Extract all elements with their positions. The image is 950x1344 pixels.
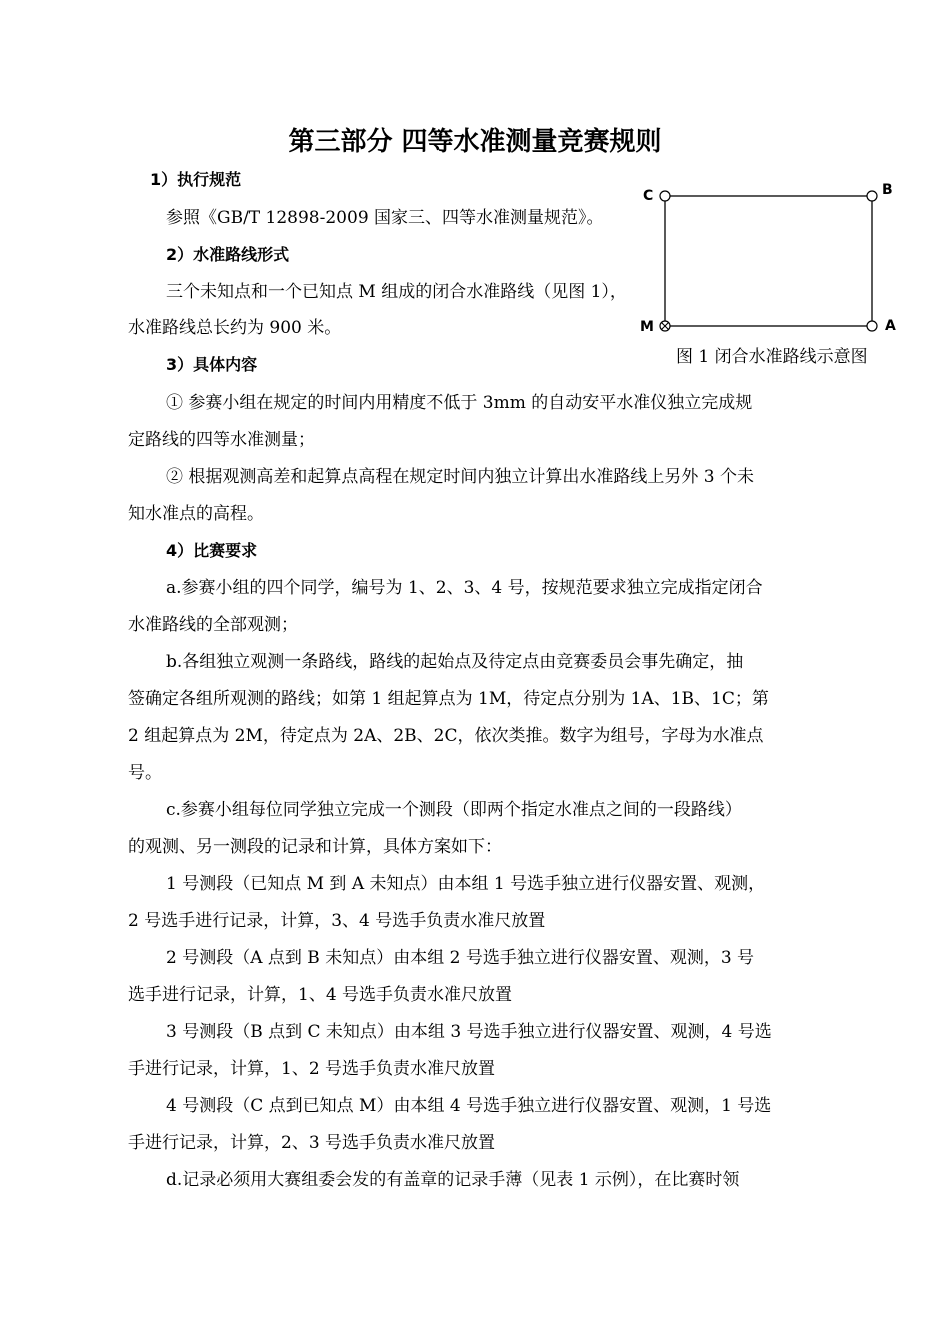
paragraph-line: ① 参赛小组在规定的时间内用精度不低于 3mm 的自动安平水准仪独立完成规 bbox=[166, 393, 753, 413]
point-a-marker bbox=[867, 321, 877, 331]
paragraph-line: 2 号选手进行记录，计算，3、4 号选手负责水准尺放置 bbox=[128, 911, 546, 931]
paragraph-line: 3 号测段（B 点到 C 未知点）由本组 3 号选手独立进行仪器安置、观测，4 号选 bbox=[166, 1022, 772, 1042]
paragraph-line: 号。 bbox=[128, 763, 162, 783]
paragraph-line: d.记录必须用大赛组委会发的有盖章的记录手薄（见表 1 示例），在比赛时领 bbox=[166, 1170, 740, 1190]
paragraph-line: b.各组独立观测一条路线，路线的起始点及待定点由竞赛委员会事先确定，抽 bbox=[166, 652, 744, 672]
section-heading: 4）比赛要求 bbox=[166, 541, 258, 560]
point-c-marker bbox=[660, 191, 670, 201]
point-c-label: C bbox=[643, 188, 654, 204]
page-title: 第三部分 四等水准测量竞赛规则 bbox=[288, 127, 662, 157]
point-m-marker bbox=[660, 321, 670, 331]
paragraph-line: 参照《GB/T 12898-2009 国家三、四等水准测量规范》。 bbox=[166, 208, 604, 228]
route-rectangle bbox=[665, 196, 872, 326]
section-heading: 1）执行规范 bbox=[150, 170, 242, 189]
paragraph-line: 1 号测段（已知点 M 到 A 未知点）由本组 1 号选手独立进行仪器安置、观测， bbox=[166, 874, 766, 894]
paragraph-line: 选手进行记录，计算，1、4 号选手负责水准尺放置 bbox=[128, 985, 513, 1005]
paragraph-line: ② 根据观测高差和起算点高程在规定时间内独立计算出水准路线上另外 3 个未 bbox=[166, 467, 755, 487]
paragraph-line: 签确定各组所观测的路线；如第 1 组起算点为 1M，待定点分别为 1A、1B、1C；第 bbox=[128, 689, 769, 709]
paragraph-line: 手进行记录，计算，1、2 号选手负责水准尺放置 bbox=[128, 1059, 496, 1079]
paragraph-line: 知水准点的高程。 bbox=[128, 504, 264, 524]
paragraph-line: 2 号测段（A 点到 B 未知点）由本组 2 号选手独立进行仪器安置、观测，3 号 bbox=[166, 948, 755, 968]
point-a-label: A bbox=[885, 318, 896, 334]
paragraph-line: 水准路线的全部观测； bbox=[128, 615, 298, 635]
paragraph-line: 的观测、另一测段的记录和计算，具体方案如下： bbox=[128, 837, 502, 857]
section-heading: 2）水准路线形式 bbox=[166, 245, 290, 264]
paragraph-line: c.参赛小组每位同学独立完成一个测段（即两个指定水准点之间的一段路线） bbox=[166, 800, 742, 820]
figure-caption: 图 1 闭合水准路线示意图 bbox=[676, 347, 868, 367]
point-b-label: B bbox=[882, 182, 893, 198]
point-m-label: M bbox=[640, 319, 654, 335]
paragraph-line: 三个未知点和一个已知点 M 组成的闭合水准路线（见图 1）， bbox=[166, 282, 627, 302]
paragraph-line: a.参赛小组的四个同学，编号为 1、2、3、4 号，按规范要求独立完成指定闭合 bbox=[166, 578, 763, 598]
paragraph-line: 手进行记录，计算，2、3 号选手负责水准尺放置 bbox=[128, 1133, 496, 1153]
closed-leveling-route-diagram bbox=[634, 178, 894, 338]
point-b-marker bbox=[867, 191, 877, 201]
section-heading: 3）具体内容 bbox=[166, 355, 258, 374]
paragraph-line: 2 组起算点为 2M，待定点为 2A、2B、2C，依次类推。数字为组号，字母为水准点 bbox=[128, 726, 764, 746]
paragraph-line: 定路线的四等水准测量； bbox=[128, 430, 315, 450]
paragraph-line: 4 号测段（C 点到已知点 M）由本组 4 号选手独立进行仪器安置、观测，1 号选 bbox=[166, 1096, 772, 1116]
paragraph-line: 水准路线总长约为 900 米。 bbox=[128, 318, 342, 338]
